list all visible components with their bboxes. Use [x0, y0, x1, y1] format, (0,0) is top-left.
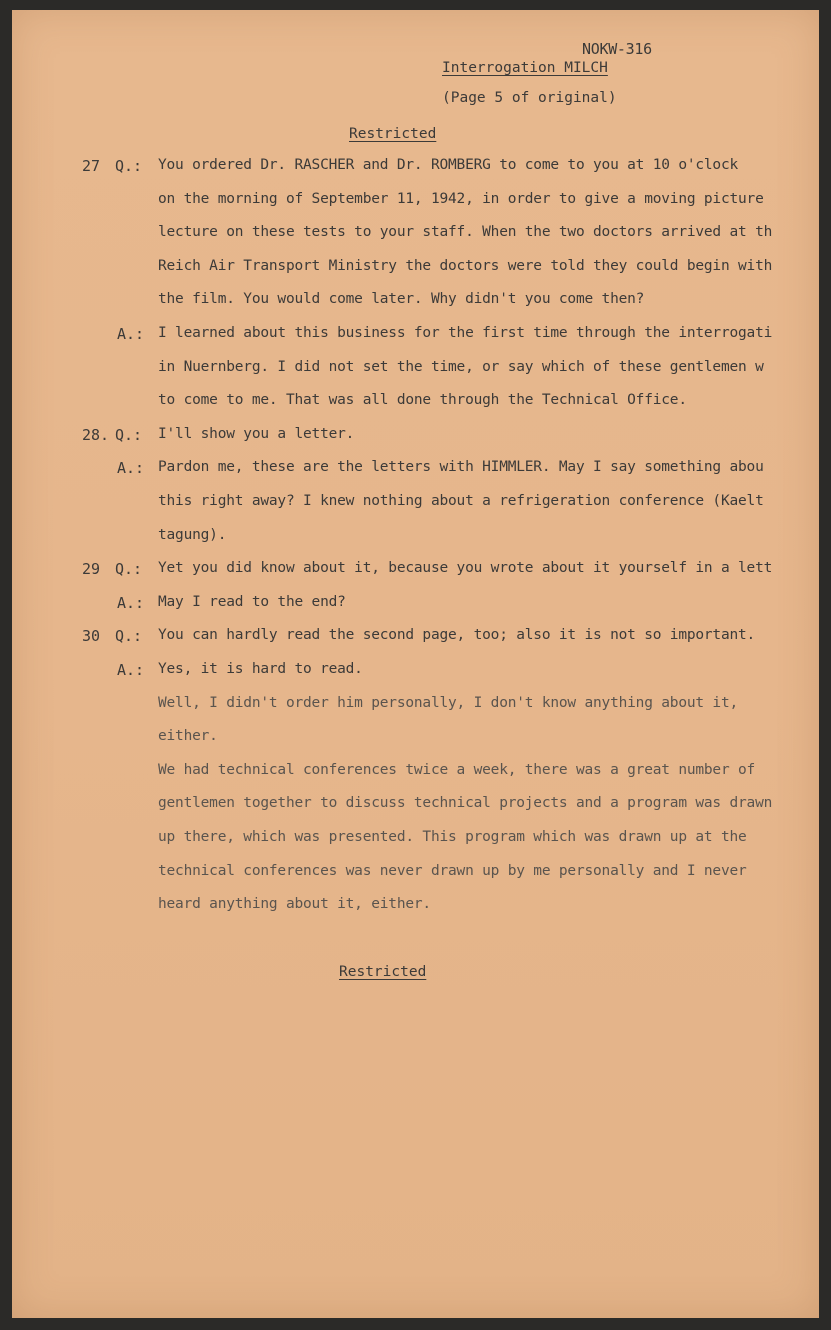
question-label: Q.:: [115, 627, 143, 646]
document-code: NOKW-316: [582, 40, 652, 58]
question-label: Q.:: [115, 425, 143, 444]
text-line: Reich Air Transport Ministry the doctors were told they could begin with: [158, 257, 773, 274]
question-label: Q.:: [115, 560, 143, 579]
text-line: tagung).: [158, 526, 227, 543]
text-line: Yes, it is hard to read.: [158, 661, 363, 677]
classification-bottom: Restricted: [339, 964, 427, 980]
text-line: technical conferences was never drawn up by me personally and I never: [158, 862, 747, 879]
text-line: gentlemen together to discuss technical projects and a program was drawn: [158, 795, 773, 812]
question-number: 28.: [82, 425, 110, 444]
answer-label: A.:: [117, 661, 145, 679]
document-title: Interrogation MILCH: [442, 60, 608, 76]
text-line: I'll show you a letter.: [158, 425, 355, 442]
question-number: 30: [82, 627, 101, 646]
text-line: up there, which was presented. This program which was drawn up at the: [158, 829, 747, 845]
text-line: Pardon me, these are the letters with HIMMLER. May I say something abou: [158, 459, 764, 476]
text-line: Well, I didn't order him personally, I don't know anything about it,: [158, 694, 739, 711]
answer-label: A.:: [117, 459, 145, 478]
answer-label: A.:: [117, 325, 145, 343]
question-label: Q.:: [115, 157, 143, 175]
text-line: You ordered Dr. RASCHER and Dr. ROMBERG to come to you at 10 o'clock: [158, 157, 739, 173]
text-line: heard anything about it, either.: [158, 896, 431, 913]
text-line: this right away? I knew nothing about a refrigeration conference (Kaelt: [158, 493, 764, 509]
question-number: 29: [82, 560, 101, 579]
text-line: Yet you did know about it, because you wrote about it yourself in a lett: [158, 560, 773, 577]
text-line: either.: [158, 728, 218, 745]
text-line: You can hardly read the second page, too; also it is not so important.: [158, 627, 756, 644]
text-line: I learned about this business for the first time through the interrogati: [158, 325, 773, 341]
text-line: lecture on these tests to your staff. When the two doctors arrived at th: [158, 224, 773, 241]
question-number: 27: [82, 157, 101, 175]
page-reference: (Page 5 of original): [442, 90, 617, 106]
text-line: on the morning of September 11, 1942, in order to give a moving picture: [158, 190, 764, 207]
text-line: in Nuernberg. I did not set the time, or say which of these gentlemen w: [158, 358, 764, 375]
document-page: [12, 10, 819, 1318]
classification-top: Restricted: [349, 126, 437, 142]
answer-label: A.:: [117, 593, 145, 612]
text-line: May I read to the end?: [158, 593, 346, 610]
text-line: the film. You would come later. Why didn't you come then?: [158, 291, 645, 308]
text-line: We had technical conferences twice a week, there was a great number of: [158, 761, 756, 778]
text-line: to come to me. That was all done through the Technical Office.: [158, 392, 687, 409]
